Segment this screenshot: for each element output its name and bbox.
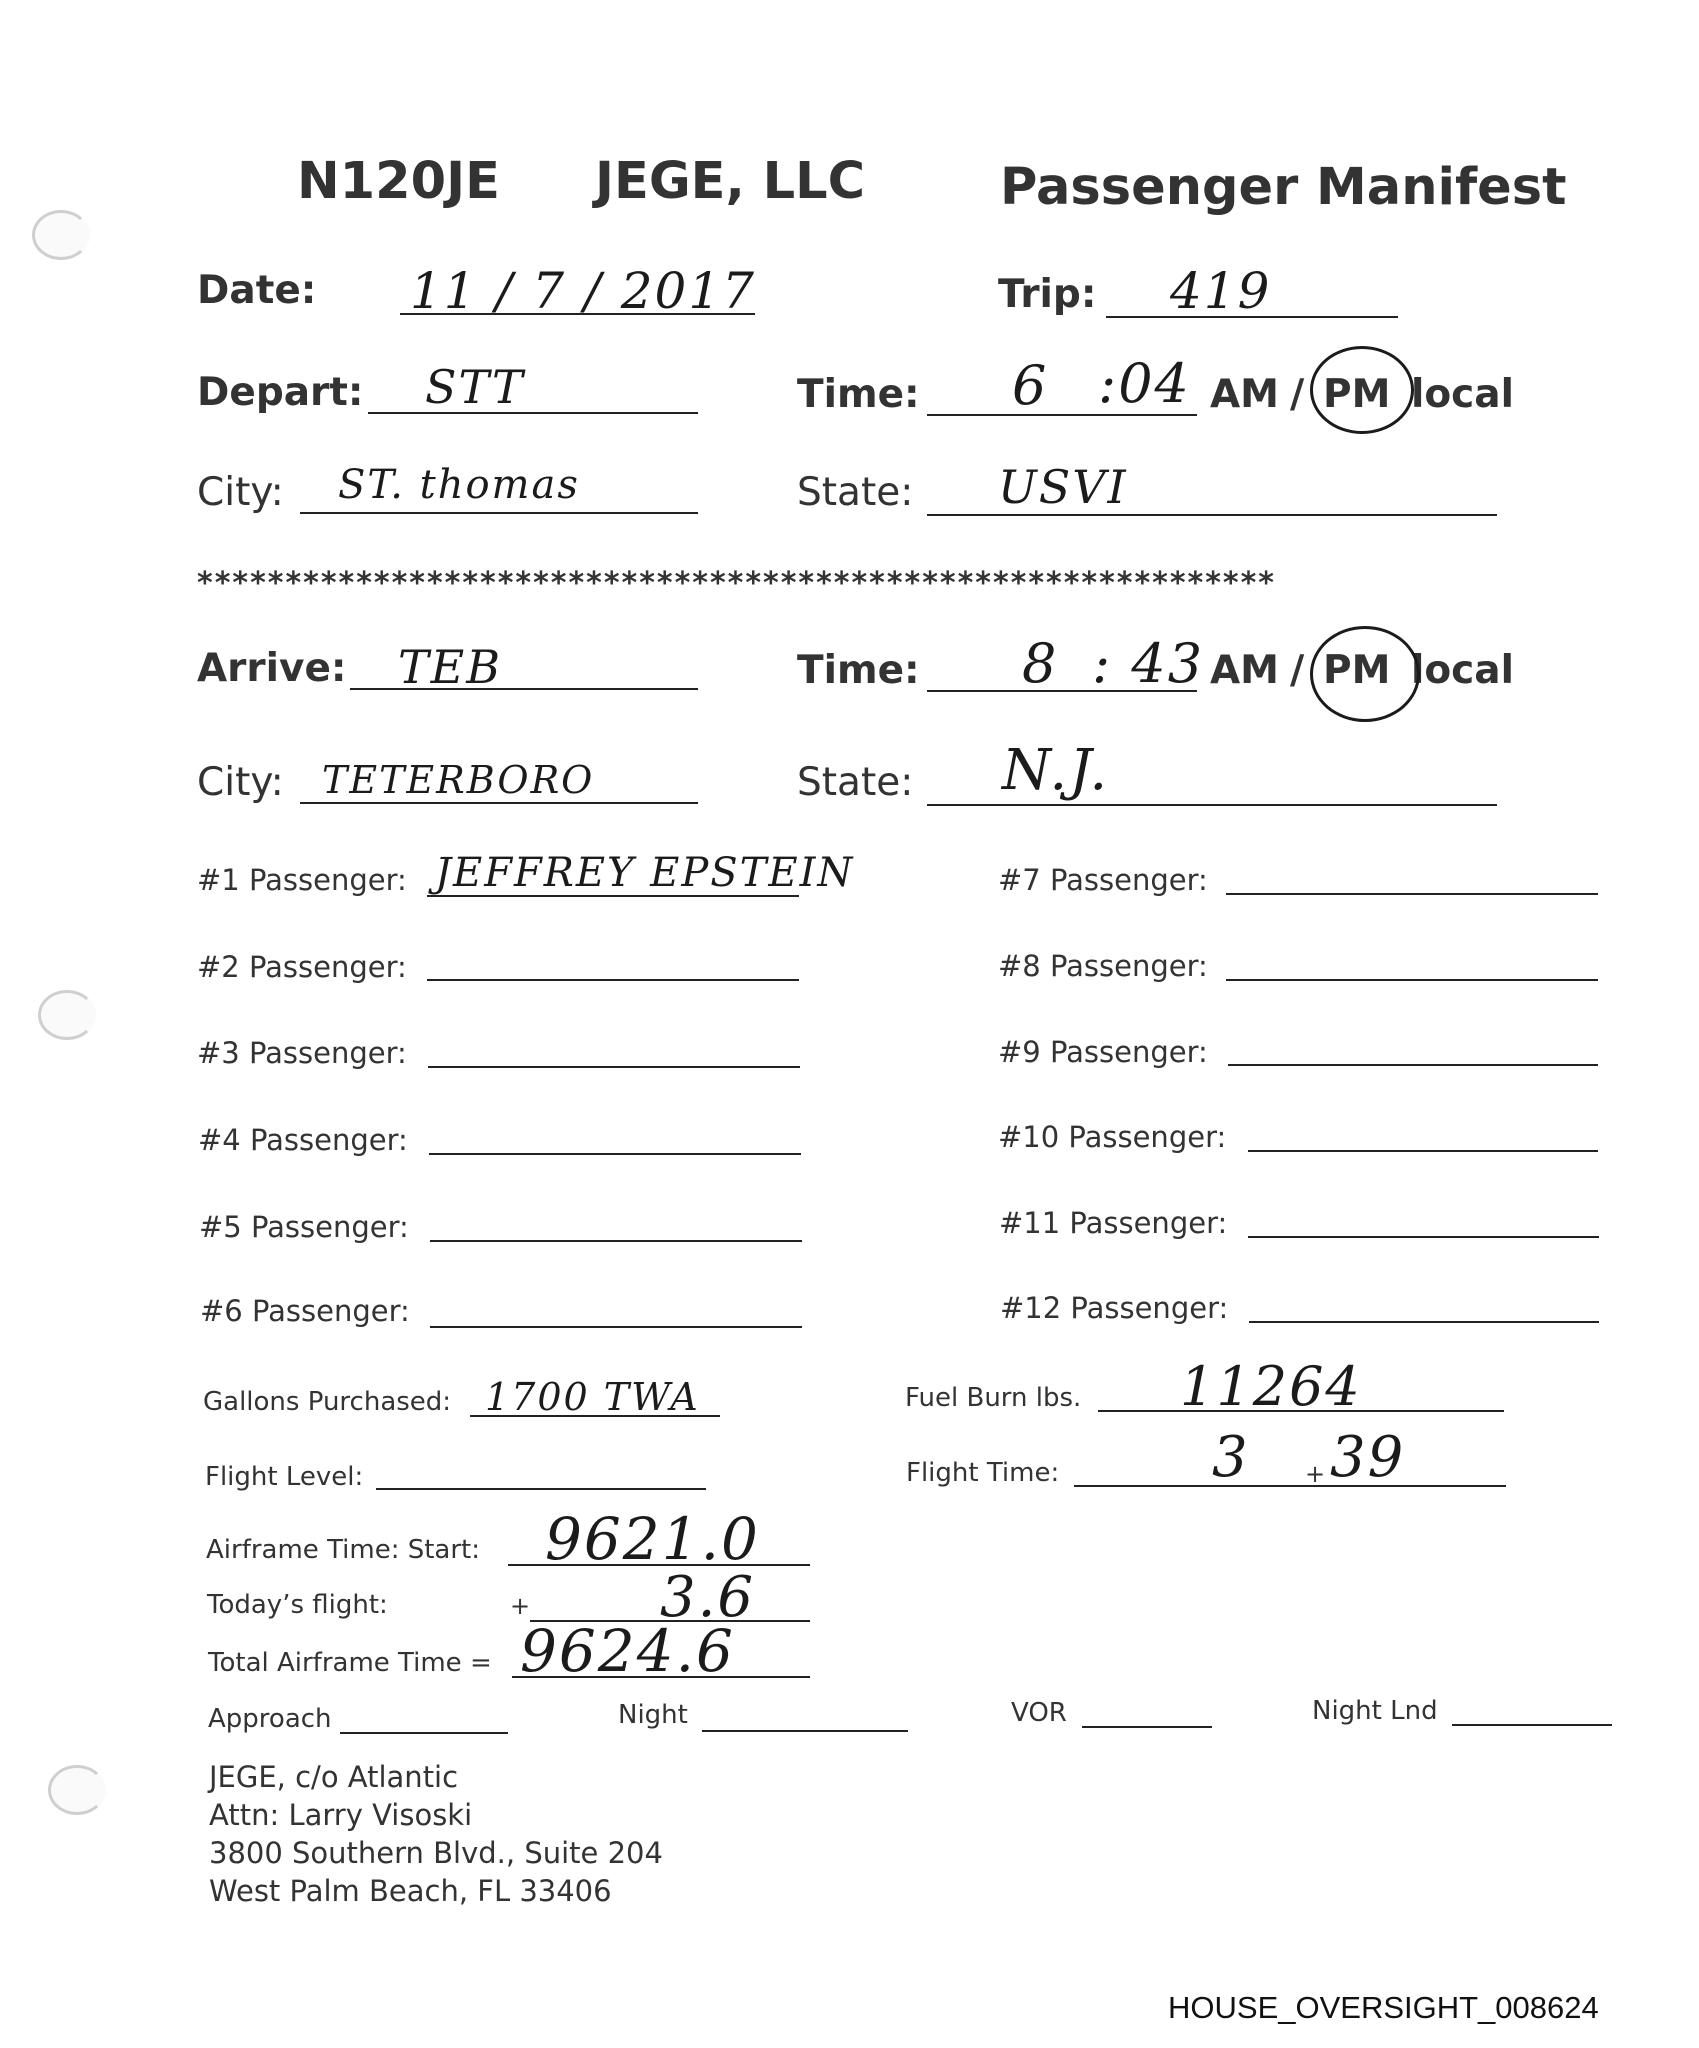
passenger-11-label: #11 Passenger:	[999, 1206, 1228, 1240]
flight-level-line[interactable]	[376, 1488, 706, 1490]
passenger-4-label: #4 Passenger:	[198, 1123, 408, 1157]
passenger-7-line[interactable]	[1226, 893, 1598, 895]
night-lnd-line[interactable]	[1452, 1724, 1612, 1726]
page-title: Passenger Manifest	[1000, 158, 1567, 217]
flight-time-plus: +	[1305, 1460, 1326, 1488]
night-label: Night	[618, 1700, 688, 1730]
arrive-state-label: State:	[797, 760, 914, 805]
gallons-field[interactable]: 1700 TWA	[485, 1375, 700, 1419]
trip-label: Trip:	[998, 272, 1097, 317]
address-line-4: West Palm Beach, FL 33406	[209, 1874, 612, 1908]
arrive-time-label: Time:	[797, 648, 920, 693]
vor-label: VOR	[1011, 1698, 1067, 1728]
depart-ampm-am: AM	[1210, 372, 1279, 417]
arrive-ampm-am: AM	[1210, 648, 1279, 693]
depart-ampm-slash: /	[1290, 372, 1305, 417]
passenger-5-label: #5 Passenger:	[199, 1210, 409, 1244]
depart-label: Depart:	[197, 370, 364, 415]
passenger-6-label: #6 Passenger:	[200, 1294, 410, 1328]
depart-line	[368, 412, 698, 414]
approach-label: Approach	[208, 1704, 332, 1734]
arrive-ampm-slash: /	[1290, 648, 1305, 693]
depart-ampm-local: local	[1411, 372, 1514, 417]
depart-state-field[interactable]: USVI	[998, 460, 1128, 514]
airframe-start-label: Airframe Time: Start:	[206, 1535, 480, 1565]
passenger-11-line[interactable]	[1248, 1236, 1599, 1238]
night-lnd-label: Night Lnd	[1312, 1696, 1438, 1726]
date-label: Date:	[197, 268, 317, 313]
total-airframe-field[interactable]: 9624.6	[520, 1617, 735, 1685]
passenger-3-line[interactable]	[428, 1066, 800, 1068]
passenger-9-line[interactable]	[1228, 1064, 1598, 1066]
passenger-1-field[interactable]: JEFFREY EPSTEIN	[435, 850, 855, 896]
passenger-4-line[interactable]	[429, 1153, 801, 1155]
todays-flight-field[interactable]: 3.6	[660, 1565, 756, 1630]
trip-field[interactable]: 419	[1170, 262, 1272, 320]
arrive-time-hour[interactable]: 8	[1022, 632, 1059, 695]
fuel-burn-label: Fuel Burn lbs.	[905, 1383, 1082, 1413]
depart-state-line	[927, 514, 1497, 516]
passenger-6-line[interactable]	[430, 1326, 802, 1328]
airframe-start-field[interactable]: 9621.0	[545, 1505, 760, 1573]
arrive-city-line	[300, 802, 698, 804]
flight-level-label: Flight Level:	[205, 1462, 364, 1492]
passenger-9-label: #9 Passenger:	[998, 1035, 1208, 1069]
arrive-field[interactable]: TEB	[398, 640, 503, 694]
todays-flight-label: Today’s flight:	[207, 1590, 388, 1620]
arrive-ampm-local: local	[1411, 648, 1514, 693]
depart-city-field[interactable]: ST. thomas	[338, 462, 580, 508]
separator-stars: *************************************************************	[197, 566, 1276, 601]
passenger-8-label: #8 Passenger:	[998, 949, 1208, 983]
total-airframe-label: Total Airframe Time =	[208, 1648, 492, 1678]
passenger-8-line[interactable]	[1226, 979, 1598, 981]
passenger-12-label: #12 Passenger:	[1000, 1291, 1229, 1325]
arrive-time-minutes[interactable]: : 43	[1092, 632, 1205, 695]
passenger-2-line[interactable]	[427, 979, 799, 981]
night-line[interactable]	[702, 1730, 908, 1732]
depart-field[interactable]: STT	[425, 360, 525, 414]
bates-number: HOUSE_OVERSIGHT_008624	[1168, 1990, 1599, 2025]
date-field[interactable]: 11 / 7 / 2017	[410, 262, 756, 320]
passenger-10-line[interactable]	[1248, 1150, 1598, 1152]
pm-circle-mark	[1310, 346, 1414, 434]
fuel-burn-field[interactable]: 11264	[1180, 1355, 1362, 1418]
passenger-10-label: #10 Passenger:	[998, 1120, 1227, 1154]
flight-time-minutes[interactable]: 39	[1330, 1425, 1406, 1490]
depart-ampm-pm: PM	[1323, 372, 1391, 417]
depart-time-hour[interactable]: 6	[1012, 354, 1049, 417]
punch-hole-middle	[38, 990, 96, 1040]
arrive-ampm-pm: PM	[1323, 648, 1391, 693]
passenger-3-label: #3 Passenger:	[197, 1036, 407, 1070]
punch-hole-top	[32, 210, 90, 260]
passenger-5-line[interactable]	[430, 1240, 802, 1242]
passenger-2-label: #2 Passenger:	[197, 950, 407, 984]
company-name: JEGE, LLC	[595, 152, 866, 211]
passenger-1-label: #1 Passenger:	[197, 863, 407, 897]
approach-line[interactable]	[340, 1732, 508, 1734]
arrive-city-label: City:	[197, 760, 284, 805]
arrive-state-field[interactable]: N.J.	[1002, 738, 1110, 803]
passenger-7-label: #7 Passenger:	[998, 863, 1208, 897]
flight-time-label: Flight Time:	[906, 1458, 1060, 1488]
passenger-12-line[interactable]	[1249, 1321, 1599, 1323]
address-line-3: 3800 Southern Blvd., Suite 204	[209, 1836, 663, 1870]
arrive-label: Arrive:	[197, 646, 347, 691]
depart-city-label: City:	[197, 470, 284, 515]
address-line-2: Attn: Larry Visoski	[209, 1798, 473, 1832]
arrive-state-line	[927, 804, 1497, 806]
vor-line[interactable]	[1082, 1726, 1212, 1728]
gallons-label: Gallons Purchased:	[203, 1387, 452, 1417]
todays-flight-plus: +	[510, 1592, 531, 1620]
depart-time-label: Time:	[797, 372, 920, 417]
tail-number: N120JE	[297, 152, 500, 211]
flight-time-line	[1074, 1485, 1506, 1487]
depart-state-label: State:	[797, 470, 914, 515]
depart-city-line	[300, 512, 698, 514]
punch-hole-bottom	[48, 1765, 106, 1815]
pm-circle-mark-arrive	[1310, 626, 1420, 722]
depart-time-minutes[interactable]: :04	[1098, 352, 1191, 415]
address-line-1: JEGE, c/o Atlantic	[209, 1760, 459, 1794]
arrive-city-field[interactable]: TETERBORO	[322, 758, 595, 802]
flight-time-hours[interactable]: 3	[1212, 1425, 1250, 1490]
